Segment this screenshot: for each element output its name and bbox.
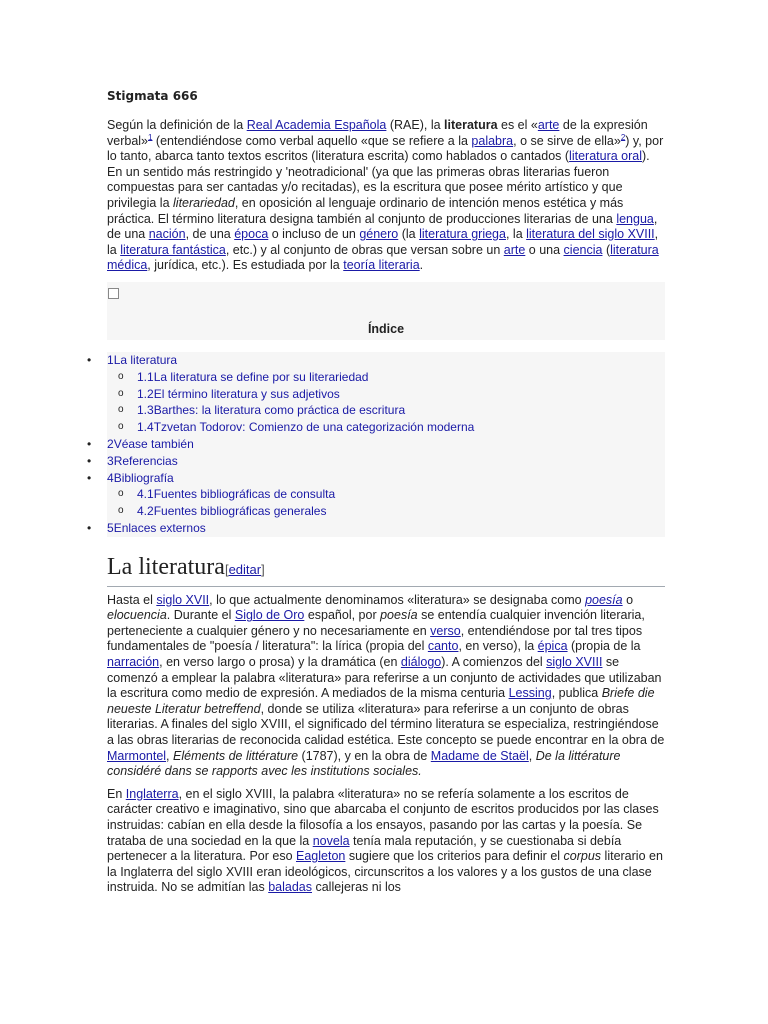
- inline-link[interactable]: arte: [537, 118, 560, 132]
- text-run: , de una: [107, 211, 658, 242]
- text-run: , de una: [185, 227, 235, 242]
- toc-label: La literatura se define por su literariedad: [153, 369, 369, 384]
- toc-link[interactable]: [137, 420, 474, 434]
- inline-link[interactable]: poesía: [585, 592, 623, 607]
- text-run: , lo que actualmente denominamos «literatura» se designaba como: [209, 592, 586, 607]
- toc-number: 4: [107, 470, 114, 485]
- text-run: , en verso largo o prosa) y la dramática (en: [159, 655, 401, 670]
- text-run: , entendiéndose por tal tres tipos fundamentales de "poesía / literatura": la lírica (propia del: [107, 623, 643, 654]
- toc-item: [107, 369, 665, 386]
- section-paragraph-2: [107, 787, 665, 896]
- text-run: , etc.) y al conjunto de obras que versan sobre un: [225, 242, 504, 257]
- text-run: , donde se utiliza «literatura» para referirse a un conjunto de obras literarias. A finales del siglo XVIII, el significado del término literatura se especializa, restringiéndose a las obras literarias de reconocida calidad estética. Este concepto se puede encontrar en la obra de: [107, 701, 665, 748]
- toc-label: Véase también: [113, 436, 194, 451]
- edit-section: [225, 562, 265, 577]
- text-run: literario en la Inglaterra del siglo XVIII eran ideológicos, circunscritos a los valores y a los gustos de una clase instruida. No se admitían las: [107, 849, 663, 895]
- toc-label: Fuentes bibliográficas de consulta: [153, 487, 336, 502]
- toc-toggle-row: [107, 282, 665, 306]
- text-run: ,: [166, 748, 173, 763]
- toc-number: 1.1: [137, 369, 154, 384]
- toc-link[interactable]: [107, 454, 178, 468]
- inline-link[interactable]: ciencia: [563, 242, 603, 257]
- inline-link[interactable]: Lessing: [508, 686, 552, 701]
- text-run: español, por: [304, 608, 381, 623]
- toc-item: [107, 486, 665, 503]
- text-run: . Durante el: [166, 608, 235, 623]
- toc-label: Bibliografía: [113, 470, 174, 485]
- document-title: Stigmata 666: [107, 89, 198, 103]
- intro-paragraph: [107, 118, 665, 274]
- toc-number: 3: [107, 453, 114, 468]
- toc-number: 1.3: [137, 403, 154, 418]
- text-run: o incluso de un: [268, 227, 360, 242]
- toc-item: [107, 470, 665, 487]
- inline-link[interactable]: diálogo: [400, 655, 442, 670]
- inline-link[interactable]: Inglaterra: [125, 786, 179, 801]
- text-run: , en el siglo XVIII, la palabra «literatura» no se refería solamente a los escritos de carácter creativo e imaginativo, sino que abarcaba el conjunto de escritos producidos por las clases instruidas: cabían en ella desde la filosofía a los ensayos, pasando por las cartas y la poesía. Se trataba de una sociedad en la que la: [107, 786, 659, 848]
- footnote-link[interactable]: 1: [148, 132, 153, 142]
- inline-link[interactable]: lengua: [616, 211, 654, 226]
- inline-link[interactable]: literatura oral: [569, 149, 642, 164]
- text-run: .: [419, 258, 424, 273]
- toc-link[interactable]: [137, 504, 326, 518]
- toc-item: [107, 453, 665, 470]
- toc-item: [107, 386, 665, 403]
- toc-number: 5: [107, 520, 114, 535]
- toc-item: [107, 520, 665, 537]
- text-run: ,: [528, 748, 536, 763]
- inline-link[interactable]: verso: [430, 623, 461, 638]
- italic-text: corpus: [563, 849, 602, 864]
- text-run: se entendía cualquier invención literaria, perteneciente a cualquier género y no necesariamente en: [107, 608, 645, 638]
- inline-link[interactable]: siglo XVII: [156, 592, 210, 607]
- italic-text: Eléments de littérature: [173, 748, 299, 763]
- toc-link[interactable]: [107, 353, 177, 367]
- inline-link[interactable]: género: [359, 227, 399, 242]
- text-run: ) y, por lo tanto, abarca tanto textos escritos (literatura escrita) como hablados o cantados (: [107, 133, 664, 164]
- inline-link[interactable]: baladas: [268, 880, 312, 895]
- section-heading-text: La literatura: [107, 553, 225, 580]
- text-run: Hasta el: [107, 592, 157, 607]
- text-run: o: [622, 592, 634, 607]
- toc-label: La literatura: [113, 352, 178, 367]
- toc-label: Referencias: [113, 453, 178, 468]
- text-run: (: [602, 242, 611, 257]
- text-run: En: [107, 786, 126, 801]
- text-run: ). En un sentido más restringido y 'neotradicional' (ya que las primeras obras literarias fueron compuestas para ser cantadas y/o recitadas), es la escritura que posee mérito artístico y que privilegia la: [107, 149, 650, 210]
- italic-text: literariedad: [173, 195, 235, 210]
- toc-link[interactable]: [137, 403, 405, 417]
- text-run: , en oposición al lenguaje ordinario de intención menos estética y más práctica. El término literatura designa también al conjunto de producciones literarias de una: [107, 195, 624, 226]
- text-run: , o se sirve de ella»: [513, 133, 621, 148]
- toc-label: Barthes: la literatura como práctica de escritura: [153, 403, 406, 418]
- edit-bracket-close: ]: [261, 561, 265, 577]
- text-run: o una: [525, 242, 564, 257]
- table-of-contents: [107, 282, 665, 340]
- inline-link[interactable]: Real Academia Española: [246, 118, 387, 132]
- text-run: (entendiéndose como verbal aquello «que se refiere a la: [152, 133, 472, 148]
- text-run: (RAE), la: [386, 118, 445, 132]
- bold-term: literatura: [444, 118, 498, 132]
- text-run: callejeras ni los: [312, 880, 401, 895]
- section-paragraph-1: [107, 593, 665, 780]
- toc-number: 2: [107, 436, 114, 451]
- text-run: , la: [107, 227, 659, 257]
- text-run: sugiere que los criterios para definir el: [345, 849, 564, 864]
- toc-number: 1.2: [137, 386, 154, 401]
- toc-label: Fuentes bibliográficas generales: [153, 504, 327, 519]
- inline-link[interactable]: Eagleton: [296, 849, 346, 864]
- toc-title: Índice: [367, 321, 405, 336]
- toc-toggle-checkbox[interactable]: [108, 288, 119, 299]
- footnote-link[interactable]: 2: [620, 132, 626, 142]
- text-run: , publica: [551, 686, 602, 701]
- inline-link[interactable]: teoría literaria: [343, 258, 420, 273]
- toc-number: 1.4: [137, 420, 154, 435]
- toc-number: 4.1: [137, 487, 154, 502]
- toc-item: [107, 419, 665, 436]
- inline-link[interactable]: literatura fantástica: [120, 242, 226, 257]
- text-run: se comenzó a emplear la palabra «literatura» para referirse a un conjunto de actividades que utilizaban la escritura como medio de expresión. A mediados de la misma centuria: [107, 655, 662, 701]
- toc-link[interactable]: [137, 370, 368, 384]
- edit-bracket-open: [: [224, 561, 229, 577]
- inline-link[interactable]: nación: [148, 227, 186, 242]
- text-run: (la: [398, 227, 420, 242]
- text-run: (propia de la: [567, 639, 641, 654]
- inline-link[interactable]: palabra: [471, 133, 514, 148]
- toc-link[interactable]: [107, 437, 194, 451]
- inline-link[interactable]: Madame de Staël: [430, 748, 529, 763]
- edit-section-link[interactable]: editar: [228, 561, 262, 577]
- inline-link[interactable]: narración: [107, 655, 160, 670]
- text-run: , jurídica, etc.). Es estudiada por la: [147, 258, 344, 273]
- toc-item: [107, 402, 665, 419]
- document-page: [107, 88, 665, 903]
- toc-list: [107, 352, 665, 537]
- inline-link[interactable]: canto: [427, 639, 459, 654]
- inline-link[interactable]: épica: [537, 639, 568, 654]
- inline-link[interactable]: arte: [503, 242, 526, 257]
- toc-label: Tzvetan Todorov: Comienzo de una categorización moderna: [153, 420, 475, 435]
- text-run: tenía mala reputación, y se cuestionaba si debía pertenecer a la literatura. Por eso: [107, 833, 622, 864]
- italic-text: elocuencia: [107, 608, 167, 623]
- toc-item: [107, 436, 665, 453]
- toc-item: [107, 503, 665, 520]
- text-run: es el «: [497, 118, 538, 132]
- toc-label: Enlaces externos: [113, 520, 206, 535]
- text-run: de la expresión verbal»: [107, 118, 648, 148]
- italic-text: poesía: [380, 608, 418, 623]
- text-run: Según la definición de la: [107, 118, 247, 132]
- toc-link[interactable]: [107, 521, 206, 535]
- text-run: (1787), y en la obra de: [298, 748, 431, 763]
- toc-link[interactable]: [137, 387, 340, 401]
- inline-link[interactable]: literatura griega: [419, 227, 506, 242]
- toc-item: [107, 352, 665, 369]
- inline-link[interactable]: Siglo de Oro: [234, 608, 305, 623]
- toc-number: 4.2: [137, 504, 154, 519]
- text-run: , en verso), la: [458, 639, 538, 654]
- italic-text: De la littérature considéré dans se rapports avec les institutions sociales.: [107, 748, 621, 779]
- toc-link[interactable]: [107, 471, 174, 485]
- inline-link[interactable]: Marmontel: [107, 748, 167, 763]
- inline-link[interactable]: literatura médica: [107, 242, 659, 273]
- toc-label: El término literatura y sus adjetivos: [153, 386, 340, 401]
- toc-link[interactable]: [137, 487, 335, 501]
- text-run: ). A comienzos del: [441, 655, 547, 670]
- inline-link[interactable]: literatura del siglo XVIII: [526, 227, 655, 242]
- inline-link[interactable]: época: [234, 227, 269, 242]
- section-heading: [107, 553, 665, 587]
- inline-link[interactable]: novela: [312, 833, 350, 848]
- toc-number: 1: [107, 352, 114, 367]
- inline-link[interactable]: siglo XVIII: [546, 655, 603, 670]
- italic-text: Briefe die neueste Literatur betreffend: [107, 686, 655, 716]
- text-run: , la: [505, 227, 527, 242]
